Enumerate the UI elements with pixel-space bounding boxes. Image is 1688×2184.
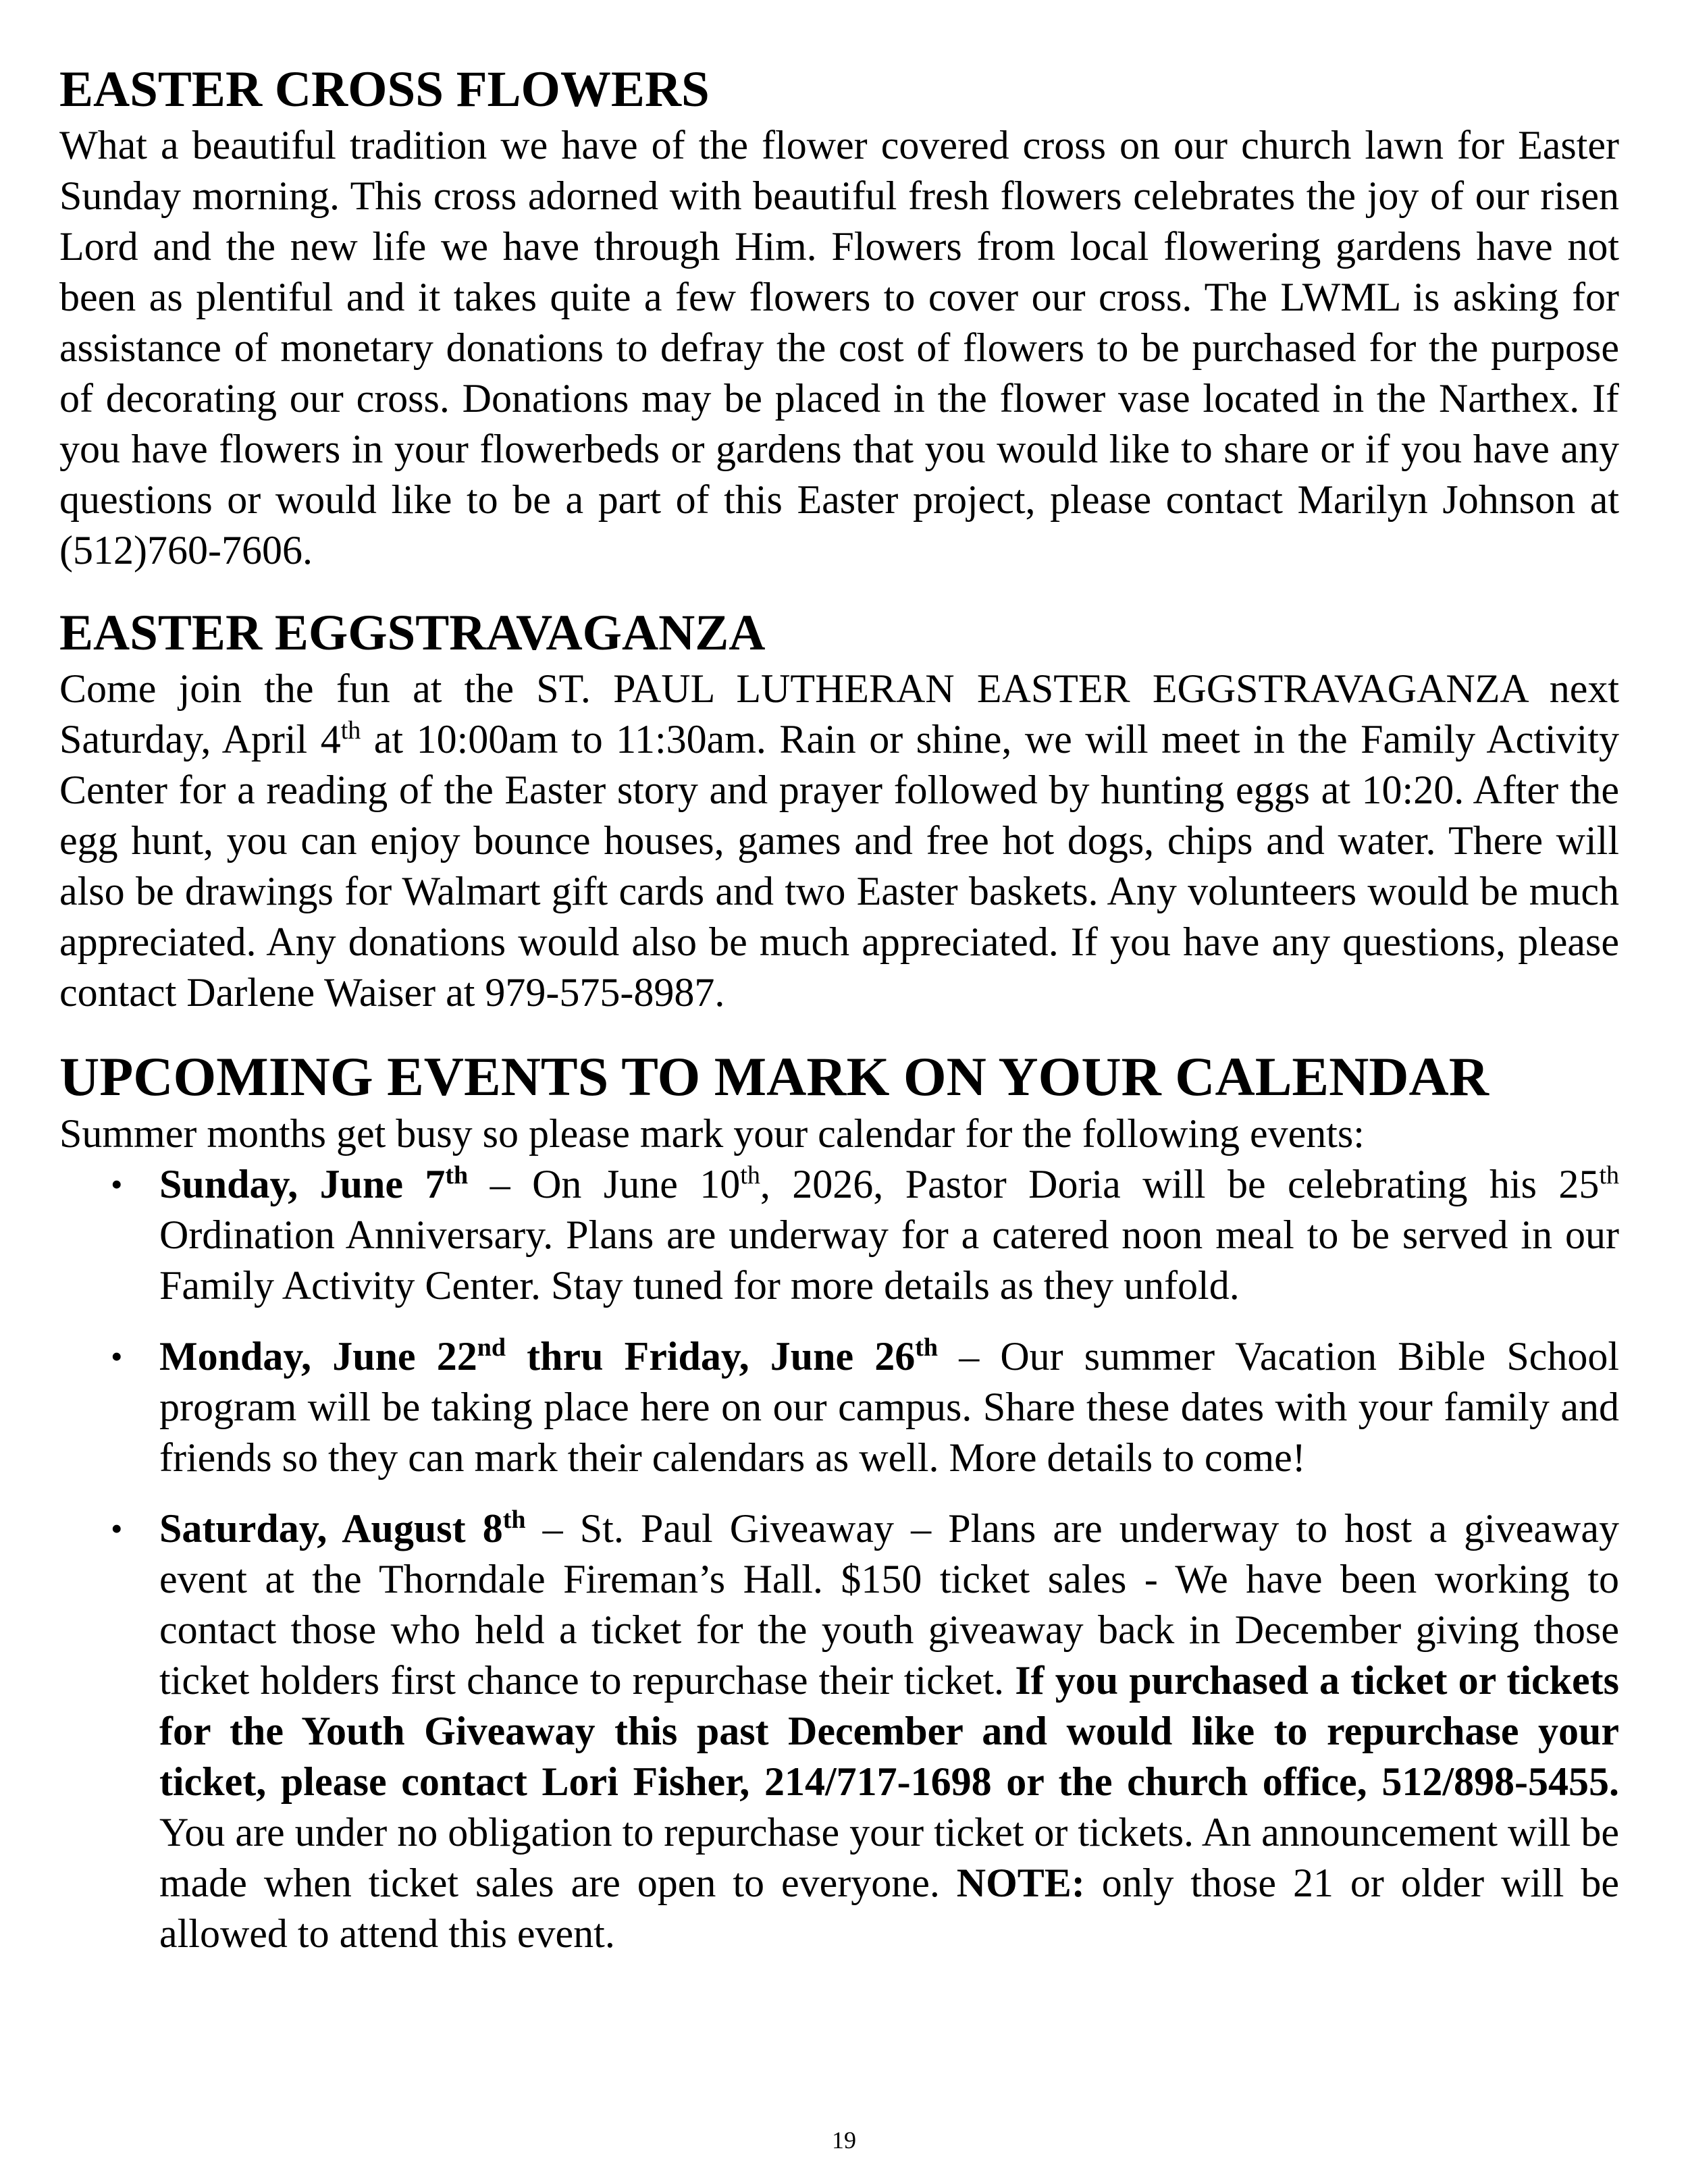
event3-text-b: You are under no obligation to repurchase your ticket or tickets. An announcement will be made when ticket sales are open to everyone. [159, 1810, 1619, 1905]
event2-date-text-b: thru Friday, June 26 [505, 1334, 916, 1379]
eggstravaganza-sup-1: th [340, 716, 361, 745]
easter-cross-flowers-body: What a beautiful tradition we have of the flower covered cross on our church lawn for Easter Sunday morning. This cross adorned with beautiful fresh flowers celebrates the joy of our risen Lord and the new life we have through Him. Flowers from local flowering gardens have not been as plentiful and it takes quite a few flowers to cover our cross. The LWML is asking for assistance of monetary donations to defray the cost of flowers to be purchased for the purpose of decorating our cross. Donations may be placed in the flower vase located in the Narthex. If you have flowers in your flowerbeds or gardens that you would like to share or if you have any questions or would like to be a part of this Easter project, please contact Marilyn Johnson at (512)760-7606. [59, 123, 1619, 572]
event3-date [159, 1506, 526, 1551]
event3-note-label: NOTE: [956, 1861, 1085, 1905]
event3-text-a: – St. Paul Giveaway – Plans are underway to host a giveaway event at the Thorndale Fireman’s Hall. $150 ticket sales - We have been working to contact those who held a ticket for the youth giveaway back in December giving those ticket holders first chance to repurchase their ticket. [159, 1506, 1619, 1703]
event2-date [159, 1334, 938, 1379]
easter-eggstravaganza-body [59, 664, 1619, 1018]
event1-date-sup: th [445, 1161, 469, 1190]
event3-date-sup: th [502, 1506, 526, 1534]
event-item-monday-june-22 [59, 1331, 1619, 1483]
event2-date-sup-b: th [915, 1333, 939, 1362]
event-item-sunday-june-7 [59, 1159, 1619, 1311]
page-number: 19 [832, 2127, 856, 2154]
events-list [59, 1159, 1619, 1959]
event1-sup-b: th [740, 1161, 760, 1190]
event2-text-a: – Our summer Vacation Bible School program will be taking place here on our campus. Share these dates with your family and friends so they can mark their calendars as well. More details to come! [159, 1334, 1619, 1480]
section-heading-upcoming-events: UPCOMING EVENTS TO MARK ON YOUR CALENDAR [59, 1046, 1489, 1107]
event1-date [159, 1162, 468, 1206]
upcoming-events-intro: Summer months get busy so please mark your calendar for the following events: [59, 1111, 1365, 1156]
bullet-icon: • [111, 1165, 123, 1203]
event1-text-b: , 2026, Pastor Doria will be celebrating his 25 [760, 1162, 1600, 1206]
easter-cross-flowers-section [59, 59, 1619, 576]
event-item-saturday-august-8 [59, 1503, 1619, 1959]
section-heading-easter-cross-flowers: EASTER CROSS FLOWERS [59, 61, 710, 117]
eggstravaganza-text-2: at 10:00am to 11:30am. Rain or shine, we will meet in the Family Activity Center for a reading of the Easter story and prayer followed by hunting eggs at 10:20. After the egg hunt, you can enjoy bounce houses, games and free hot dogs, chips and water. There will also be drawings for Walmart gift cards and two Easter baskets. Any volunteers would be much appreciated. Any donations would also be much appreciated. If you have any questions, please contact Darlene Waiser at 979-575-8987. [59, 717, 1619, 1015]
easter-eggstravaganza-section [59, 603, 1619, 1018]
event3-text-c: only those 21 or older will be allowed to attend this event. [159, 1861, 1619, 1956]
event1-text-c: Ordination Anniversary. Plans are underway for a catered noon meal to be served in our Family Activity Center. Stay tuned for more details as they unfold. [159, 1213, 1619, 1308]
eggstravaganza-text-1: Come join the fun at the ST. PAUL LUTHERAN EASTER EGGSTRAVAGANZA next Saturday, April 4 [59, 666, 1619, 762]
event1-date-text: Sunday, June 7 [159, 1162, 446, 1206]
upcoming-events-section [59, 1045, 1619, 1959]
event3-date-text: Saturday, August 8 [159, 1506, 503, 1551]
event3-contact-bold: If you purchased a ticket or tickets for the Youth Giveaway this past December and would like to repurchase your ticket, please contact Lori Fisher, 214/717-1698 or the church office, 512/898-5455. [159, 1658, 1619, 1804]
event2-date-text-a: Monday, June 22 [159, 1334, 477, 1379]
newsletter-page [59, 59, 1619, 1959]
event2-date-sup-a: nd [477, 1333, 506, 1362]
bullet-icon: • [111, 1510, 123, 1547]
section-heading-easter-eggstravaganza: EASTER EGGSTRAVAGANZA [59, 605, 766, 661]
event1-text-a: – On June 10 [468, 1162, 741, 1206]
event1-sup-c: th [1599, 1161, 1619, 1190]
bullet-icon: • [111, 1337, 123, 1375]
